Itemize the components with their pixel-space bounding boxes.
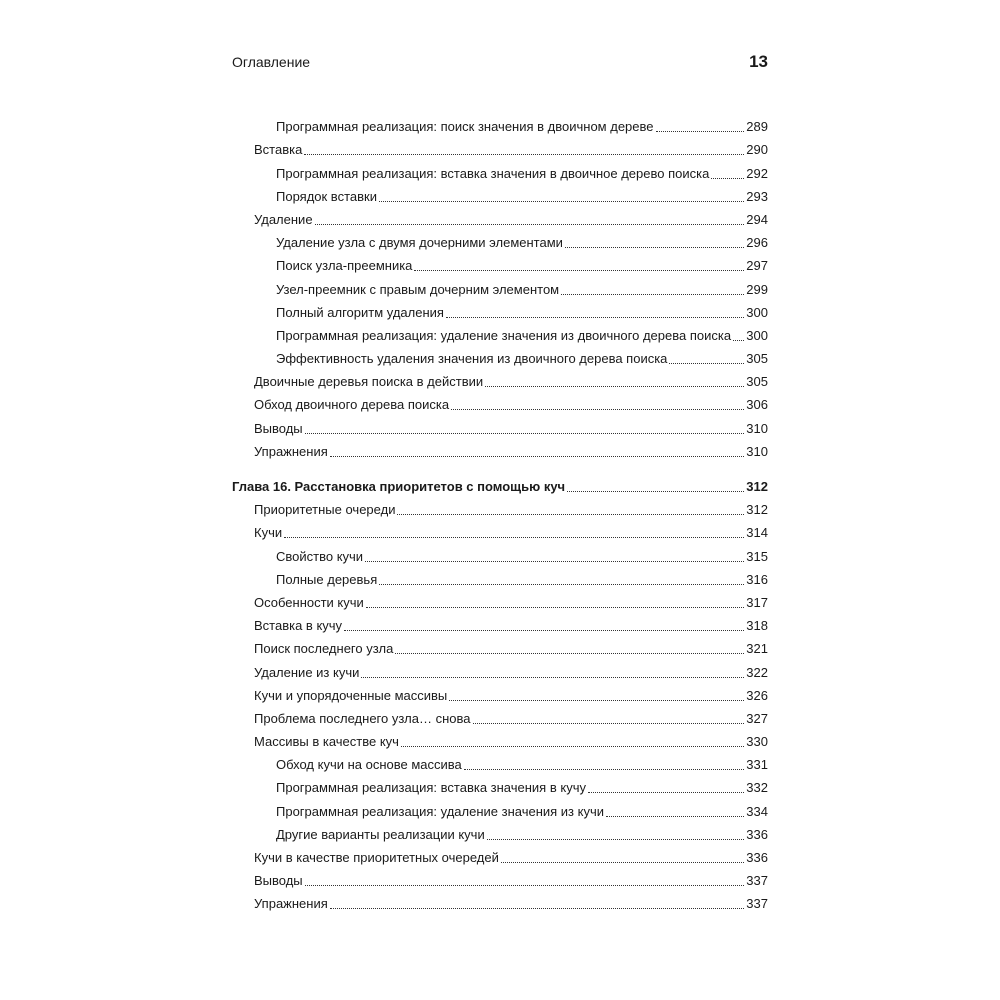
toc-entry-page: 332 xyxy=(746,780,768,796)
toc-entry-page: 289 xyxy=(746,119,768,135)
page-number: 13 xyxy=(749,52,768,71)
dot-leader xyxy=(501,862,744,863)
toc-entry xyxy=(232,205,768,228)
toc-entry xyxy=(232,843,768,866)
toc-entry xyxy=(232,437,768,460)
dot-leader xyxy=(284,537,744,538)
toc-entry-title: Выводы xyxy=(254,873,303,889)
toc-entry-page: 292 xyxy=(746,165,768,181)
toc-entry-title: Эффективность удаления значения из двоичного дерева поиска xyxy=(276,351,668,367)
toc-entry xyxy=(232,565,768,588)
toc-entry xyxy=(232,750,768,773)
toc-entry-page: 330 xyxy=(746,734,768,750)
toc-entry-page: 294 xyxy=(746,211,768,227)
toc-entry-title: Порядок вставки xyxy=(276,188,377,204)
dot-leader xyxy=(669,363,744,364)
toc-entry-title: Массивы в качестве куч xyxy=(254,734,399,750)
running-title: Оглавление xyxy=(232,54,311,70)
toc-entry xyxy=(232,182,768,205)
toc-entry-title: Глава 16. Расстановка приоритетов с помощью куч xyxy=(232,479,566,494)
toc-entry xyxy=(232,889,768,912)
toc-entry xyxy=(232,727,768,750)
toc-entry-title: Двоичные деревья поиска в действии xyxy=(254,374,484,390)
dot-leader xyxy=(414,270,744,271)
toc-entry-page: 310 xyxy=(746,443,768,459)
toc-entry-title: Удаление из кучи xyxy=(254,664,360,680)
toc-entry-page: 337 xyxy=(746,873,768,889)
toc-entry-page: 317 xyxy=(746,594,768,610)
dot-leader xyxy=(711,178,744,179)
toc-entry-page: 300 xyxy=(746,304,768,320)
toc-entry-title: Вставка в кучу xyxy=(254,618,343,634)
dot-leader xyxy=(305,433,745,434)
toc-entry-title: Программная реализация: вставка значения в кучу xyxy=(276,780,586,796)
toc-entry-title: Вставка xyxy=(254,142,303,158)
toc-entry-page: 300 xyxy=(746,327,768,343)
dot-leader xyxy=(330,456,745,457)
toc-entry-title: Программная реализация: удаление значения из кучи xyxy=(276,803,605,819)
toc-entry-title: Проблема последнего узла… снова xyxy=(254,710,471,726)
toc-entry xyxy=(232,321,768,344)
dot-leader xyxy=(565,247,744,248)
toc-entry-page: 336 xyxy=(746,826,768,842)
toc-entry xyxy=(232,413,768,436)
dot-leader xyxy=(656,131,745,132)
table-of-contents xyxy=(232,112,768,912)
toc-entry xyxy=(232,344,768,367)
toc-entry xyxy=(232,228,768,251)
toc-entry-page: 322 xyxy=(746,664,768,680)
dot-leader xyxy=(473,723,745,724)
toc-entry-title: Полный алгоритм удаления xyxy=(276,304,444,320)
toc-entry-page: 299 xyxy=(746,281,768,297)
toc-entry xyxy=(232,866,768,889)
toc-entry-page: 321 xyxy=(746,641,768,657)
dot-leader xyxy=(487,839,745,840)
toc-entry xyxy=(232,820,768,843)
toc-entry-title: Узел-преемник с правым дочерним элементом xyxy=(276,281,560,297)
dot-leader xyxy=(733,340,744,341)
toc-entry-page: 314 xyxy=(746,525,768,541)
toc-entry xyxy=(232,112,768,135)
toc-entry-page: 305 xyxy=(746,351,768,367)
toc-entry-page: 326 xyxy=(746,687,768,703)
toc-entry-page: 336 xyxy=(746,850,768,865)
toc-entry xyxy=(232,541,768,564)
toc-entry xyxy=(232,611,768,634)
toc-entry-page: 327 xyxy=(746,710,768,726)
toc-entry xyxy=(232,518,768,541)
toc-entry-page: 290 xyxy=(746,142,768,158)
toc-entry xyxy=(232,158,768,181)
dot-leader xyxy=(315,224,745,225)
toc-entry-page: 312 xyxy=(746,502,768,518)
toc-entry-title: Кучи xyxy=(254,525,283,541)
dot-leader xyxy=(365,561,744,562)
dot-leader xyxy=(344,630,744,631)
toc-entry xyxy=(232,495,768,518)
toc-entry-title: Программная реализация: поиск значения в двоичном дереве xyxy=(276,119,654,135)
toc-entry xyxy=(232,681,768,704)
dot-leader xyxy=(379,201,744,202)
toc-entry-page: 334 xyxy=(746,803,768,819)
toc-entry-page: 297 xyxy=(746,258,768,274)
toc-entry-title: Удаление узла с двумя дочерними элементами xyxy=(276,235,563,251)
toc-entry-title: Поиск узла-преемника xyxy=(276,258,413,274)
toc-entry-page: 316 xyxy=(746,571,768,587)
toc-entry-title: Полные деревья xyxy=(276,571,378,587)
toc-entry-title: Другие варианты реализации кучи xyxy=(276,826,485,842)
dot-leader xyxy=(561,294,744,295)
toc-entry-title: Выводы xyxy=(254,420,303,436)
dot-leader xyxy=(449,700,744,701)
dot-leader xyxy=(451,409,744,410)
toc-entry-title: Упражнения xyxy=(254,896,328,912)
toc-entry-page: 331 xyxy=(746,757,768,773)
toc-entry-title: Приоритетные очереди xyxy=(254,502,396,518)
dot-leader xyxy=(379,584,744,585)
toc-entry xyxy=(232,367,768,390)
toc-chapter-entry xyxy=(232,472,768,495)
toc-entry-title: Удаление xyxy=(254,211,313,227)
dot-leader xyxy=(588,792,744,793)
toc-entry-title: Обход двоичного дерева поиска xyxy=(254,397,450,413)
dot-leader xyxy=(304,154,744,155)
dot-leader xyxy=(464,769,745,770)
toc-entry-page: 315 xyxy=(746,548,768,564)
dot-leader xyxy=(446,317,744,318)
toc-entry-title: Особенности кучи xyxy=(254,594,364,610)
dot-leader xyxy=(330,908,745,909)
dot-leader xyxy=(485,386,744,387)
toc-entry-title: Кучи и упорядоченные массивы xyxy=(254,687,448,703)
toc-entry xyxy=(232,390,768,413)
toc-entry xyxy=(232,588,768,611)
toc-entry-page: 305 xyxy=(746,374,768,390)
dot-leader xyxy=(397,514,744,515)
toc-entry-title: Свойство кучи xyxy=(276,548,364,564)
toc-entry xyxy=(232,298,768,321)
toc-entry-page: 306 xyxy=(746,397,768,413)
toc-entry xyxy=(232,773,768,796)
toc-entry-page: 337 xyxy=(746,896,768,912)
toc-entry-page: 318 xyxy=(746,618,768,634)
toc-entry-title: Упражнения xyxy=(254,443,328,459)
toc-entry-title: Обход кучи на основе массива xyxy=(276,757,462,773)
dot-leader xyxy=(305,885,745,886)
toc-entry-title: Кучи в качестве приоритетных очередей xyxy=(254,850,499,865)
dot-leader xyxy=(395,653,744,654)
toc-entry-page: 312 xyxy=(746,479,768,494)
dot-leader xyxy=(606,816,744,817)
toc-entry-page: 293 xyxy=(746,188,768,204)
toc-entry-title: Поиск последнего узла xyxy=(254,641,394,657)
toc-entry xyxy=(232,135,768,158)
dot-leader xyxy=(567,491,744,492)
dot-leader xyxy=(361,677,744,678)
toc-entry xyxy=(232,704,768,727)
toc-entry xyxy=(232,657,768,680)
toc-entry-page: 310 xyxy=(746,420,768,436)
toc-entry-title: Программная реализация: вставка значения в двоичное дерево поиска xyxy=(276,165,710,181)
toc-entry xyxy=(232,634,768,657)
toc-entry-page: 296 xyxy=(746,235,768,251)
dot-leader xyxy=(401,746,744,747)
toc-entry xyxy=(232,274,768,297)
running-head xyxy=(232,52,768,80)
dot-leader xyxy=(366,607,744,608)
toc-entry xyxy=(232,251,768,274)
toc-entry xyxy=(232,796,768,819)
toc-entry-title: Программная реализация: удаление значения из двоичного дерева поиска xyxy=(276,327,732,343)
